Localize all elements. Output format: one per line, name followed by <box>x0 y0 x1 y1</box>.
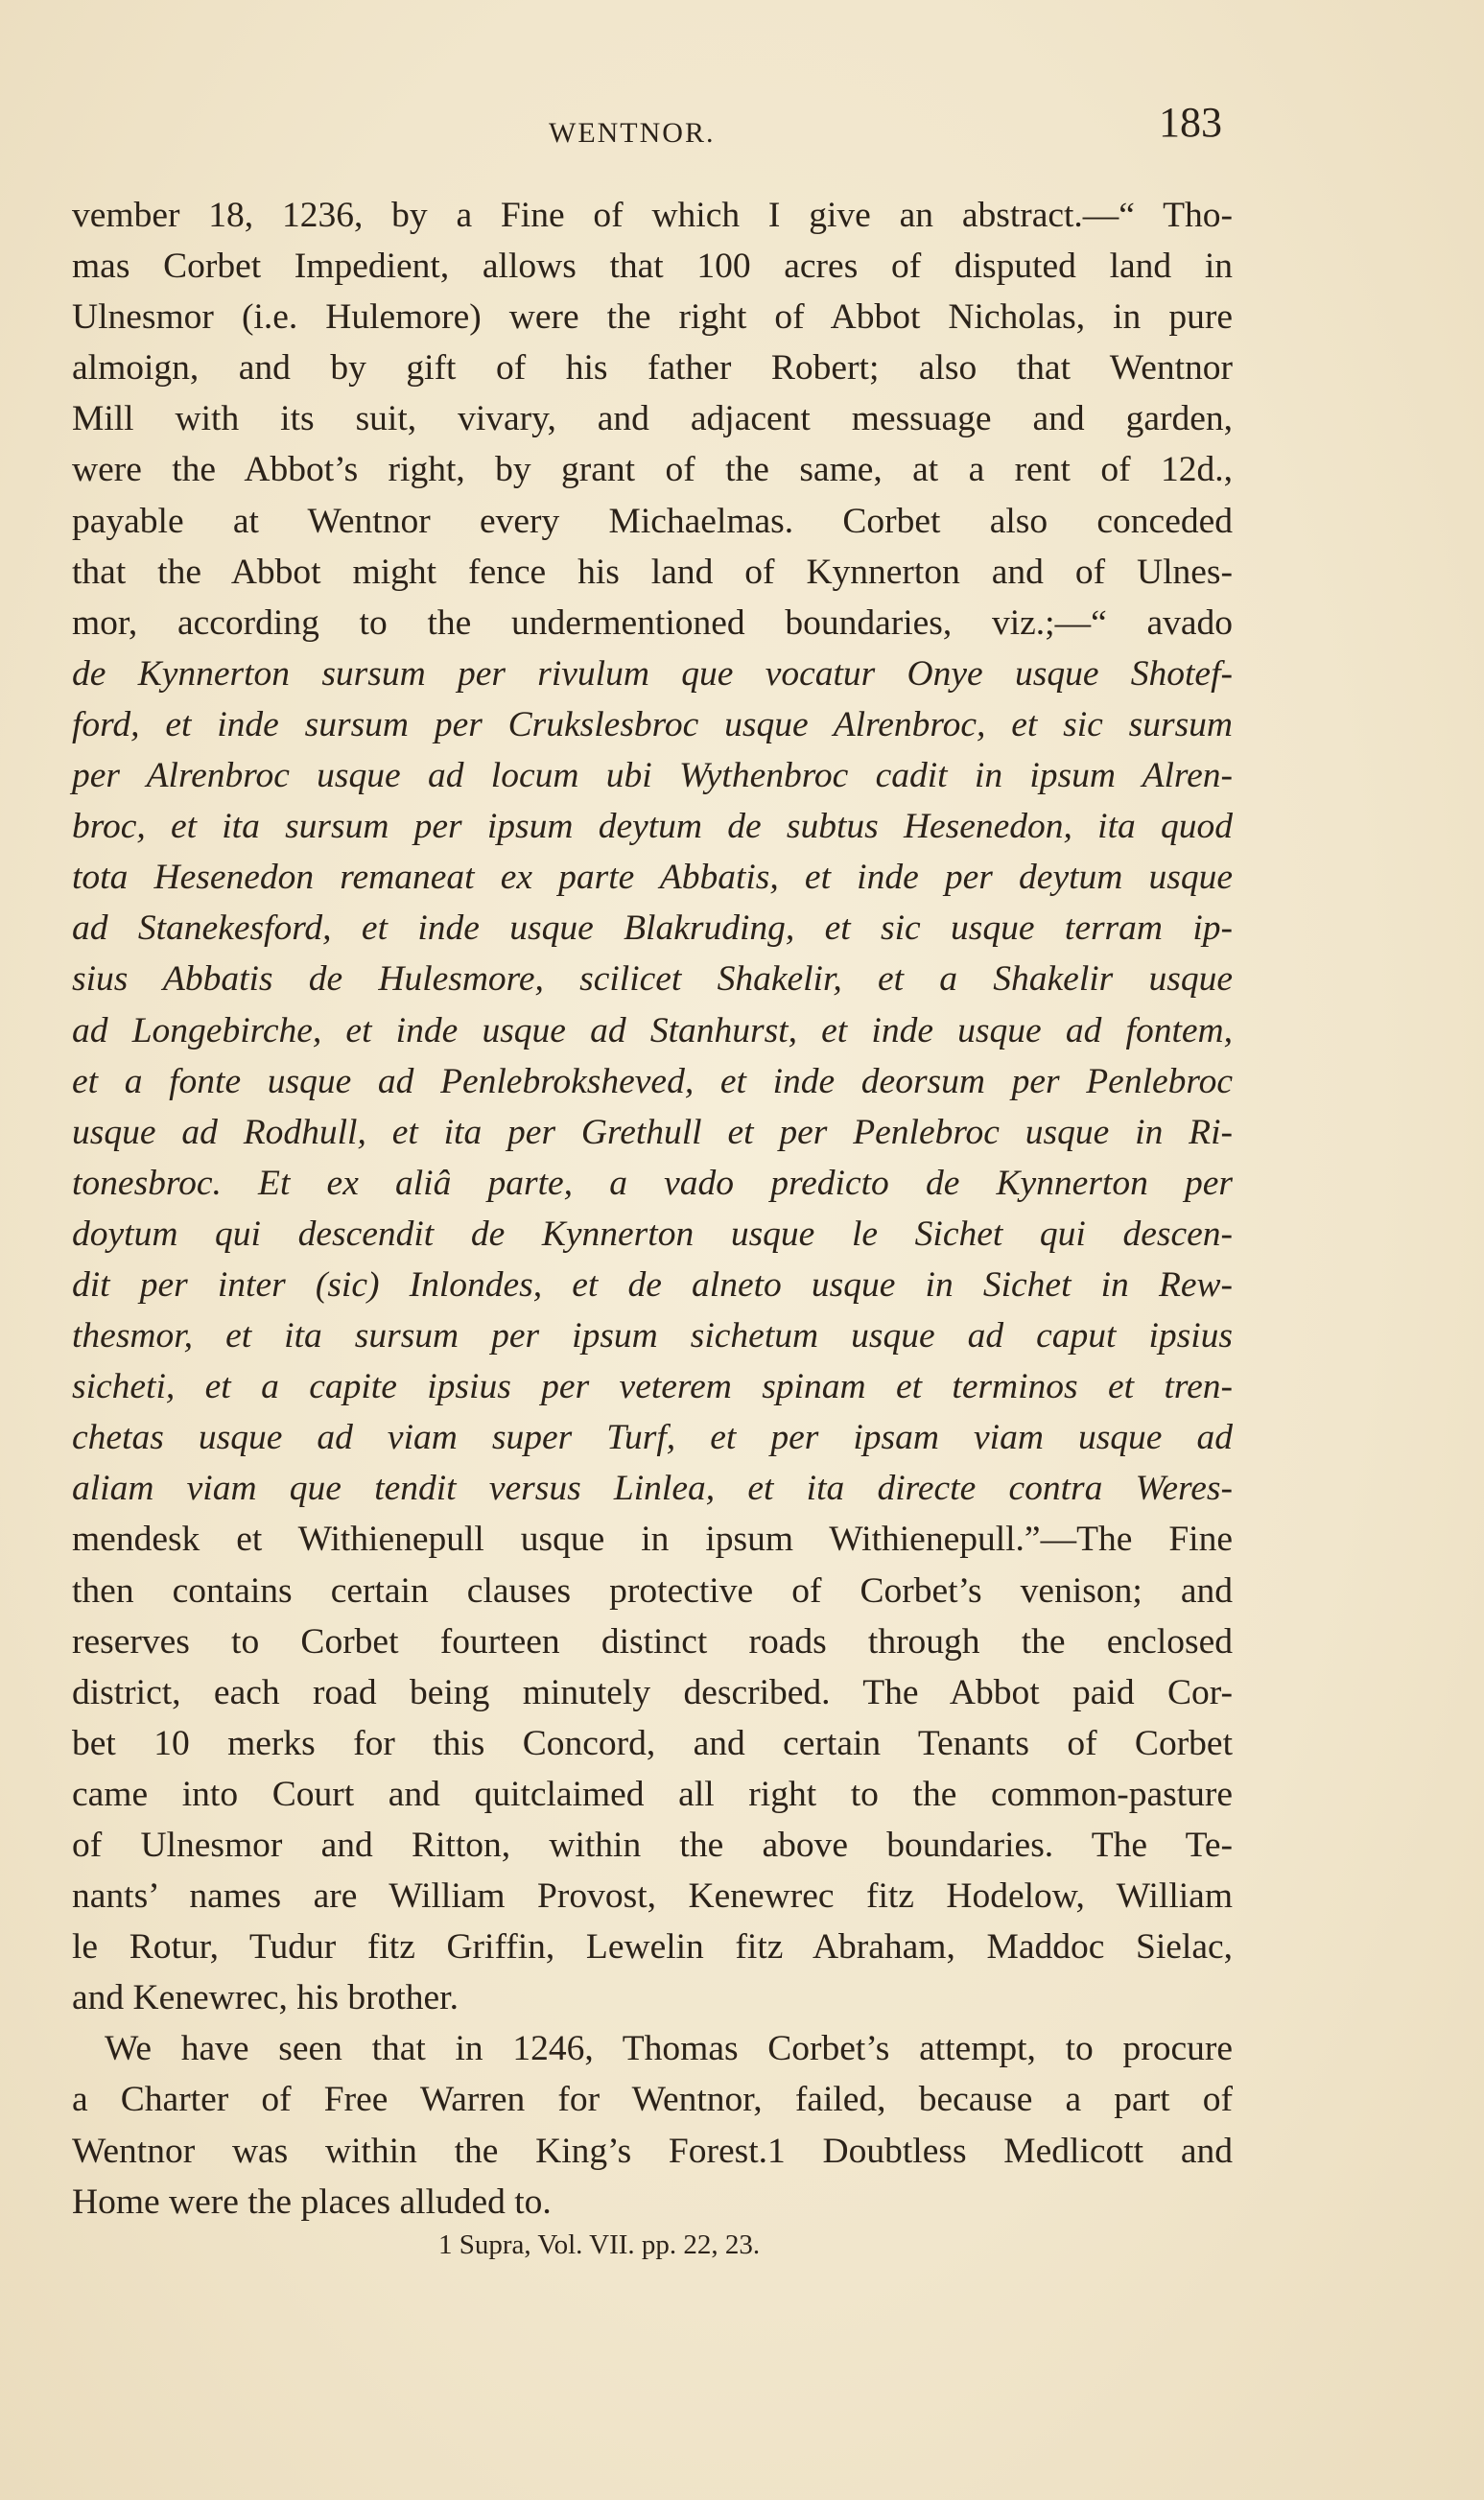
text-line-latin: tonesbroc. Et ex aliâ parte, a vado predicto de Kynnerton per <box>72 1163 1233 1203</box>
text-line-latin: broc, et ita sursum per ipsum deytum de subtus Hesenedon, ita quod <box>72 807 1233 847</box>
text-line: a Charter of Free Warren for Wentnor, failed, because a part of <box>72 2080 1233 2120</box>
text-line: mas Corbet Impedient, allows that 100 acres of disputed land in <box>72 247 1233 287</box>
text-line: and Kenewrec, his brother. <box>72 1978 459 2018</box>
text-line: nants’ names are William Provost, Kenewrec fitz Hodelow, William <box>72 1876 1233 1917</box>
text-line: Ulnesmor (i.e. Hulemore) were the right of Abbot Nicholas, in pure <box>72 297 1233 338</box>
text-line: were the Abbot’s right, by grant of the same, at a rent of 12d., <box>72 450 1233 490</box>
footnote: 1 Supra, Vol. VII. pp. 22, 23. <box>438 2229 761 2260</box>
body-text <box>72 190 1233 2228</box>
text-line: then contains certain clauses protective of Corbet’s venison; and <box>72 1570 1233 1611</box>
text-line: bet 10 merks for this Concord, and certain Tenants of Corbet <box>72 1723 1233 1763</box>
text-line: le Rotur, Tudur fitz Griffin, Lewelin fitz Abraham, Maddoc Sielac, <box>72 1927 1233 1968</box>
text-line: mendesk et Withienepull usque in ipsum Withienepull.”—The Fine <box>72 1520 1233 1560</box>
text-line: reserves to Corbet fourteen distinct roads through the enclosed <box>72 1621 1233 1662</box>
text-line-latin: sicheti, et a capite ipsius per veterem spinam et terminos et tren- <box>72 1367 1233 1407</box>
text-line-latin: ad Stanekesford, et inde usque Blakruding, et sic usque terram ip- <box>72 908 1233 949</box>
running-title: WENTNOR. <box>549 117 716 149</box>
text-line-latin: de Kynnerton sursum per rivulum que vocatur Onye usque Shotef- <box>72 653 1233 694</box>
text-line: We have seen that in 1246, Thomas Corbet’s attempt, to procure <box>105 2029 1233 2069</box>
running-head <box>0 96 1484 153</box>
text-line: of Ulnesmor and Ritton, within the above boundaries. The Te- <box>72 1826 1233 1865</box>
text-line-latin: doytum qui descendit de Kynnerton usque le Sichet qui descen- <box>72 1214 1233 1254</box>
text-line: Home were the places alluded to. <box>72 2182 552 2222</box>
text-line-latin: per Alrenbroc usque ad locum ubi Wythenbroc cadit in ipsum Alren- <box>72 756 1233 796</box>
text-line-latin: thesmor, et ita sursum per ipsum sichetum usque ad caput ipsius <box>72 1316 1233 1356</box>
text-line-latin: ad Longebirche, et inde usque ad Stanhurst, et inde usque ad fontem, <box>72 1010 1233 1050</box>
text-line: district, each road being minutely described. The Abbot paid Cor- <box>72 1672 1233 1712</box>
text-line: vember 18, 1236, by a Fine of which I give an abstract.—“ Tho- <box>72 196 1233 235</box>
text-line-latin: et a fonte usque ad Penlebroksheved, et inde deorsum per Penlebroc <box>72 1061 1233 1101</box>
text-line: Wentnor was within the King’s Forest.1 Doubtless Medlicott and <box>72 2131 1233 2171</box>
text-line: mor, according to the undermentioned boundaries, viz.;—“ avado <box>72 602 1233 643</box>
page-number: 183 <box>1159 99 1222 146</box>
text-line: payable at Wentnor every Michaelmas. Corbet also conceded <box>72 501 1233 541</box>
text-line-latin: aliam viam que tendit versus Linlea, et ita directe contra Weres- <box>72 1469 1233 1509</box>
text-line-latin: sius Abbatis de Hulesmore, scilicet Shakelir, et a Shakelir usque <box>72 959 1233 1000</box>
text-line: came into Court and quitclaimed all right to the common-pasture <box>72 1774 1233 1814</box>
text-line-latin: ford, et inde sursum per Crukslesbroc usque Alrenbroc, et sic sursum <box>72 704 1233 744</box>
text-line: almoign, and by gift of his father Robert; also that Wentnor <box>72 348 1233 389</box>
text-line-latin: chetas usque ad viam super Turf, et per ipsam viam usque ad <box>72 1418 1233 1458</box>
text-line-latin: usque ad Rodhull, et ita per Grethull et per Penlebroc usque in Ri- <box>72 1112 1233 1152</box>
text-line: that the Abbot might fence his land of Kynnerton and of Ulnes- <box>72 552 1233 592</box>
text-line-latin: tota Hesenedon remaneat ex parte Abbatis, et inde per deytum usque <box>72 858 1233 898</box>
text-line-latin: dit per inter (sic) Inlondes, et de alneto usque in Sichet in Rew- <box>72 1264 1233 1305</box>
text-line: Mill with its suit, vivary, and adjacent messuage and garden, <box>72 399 1233 439</box>
